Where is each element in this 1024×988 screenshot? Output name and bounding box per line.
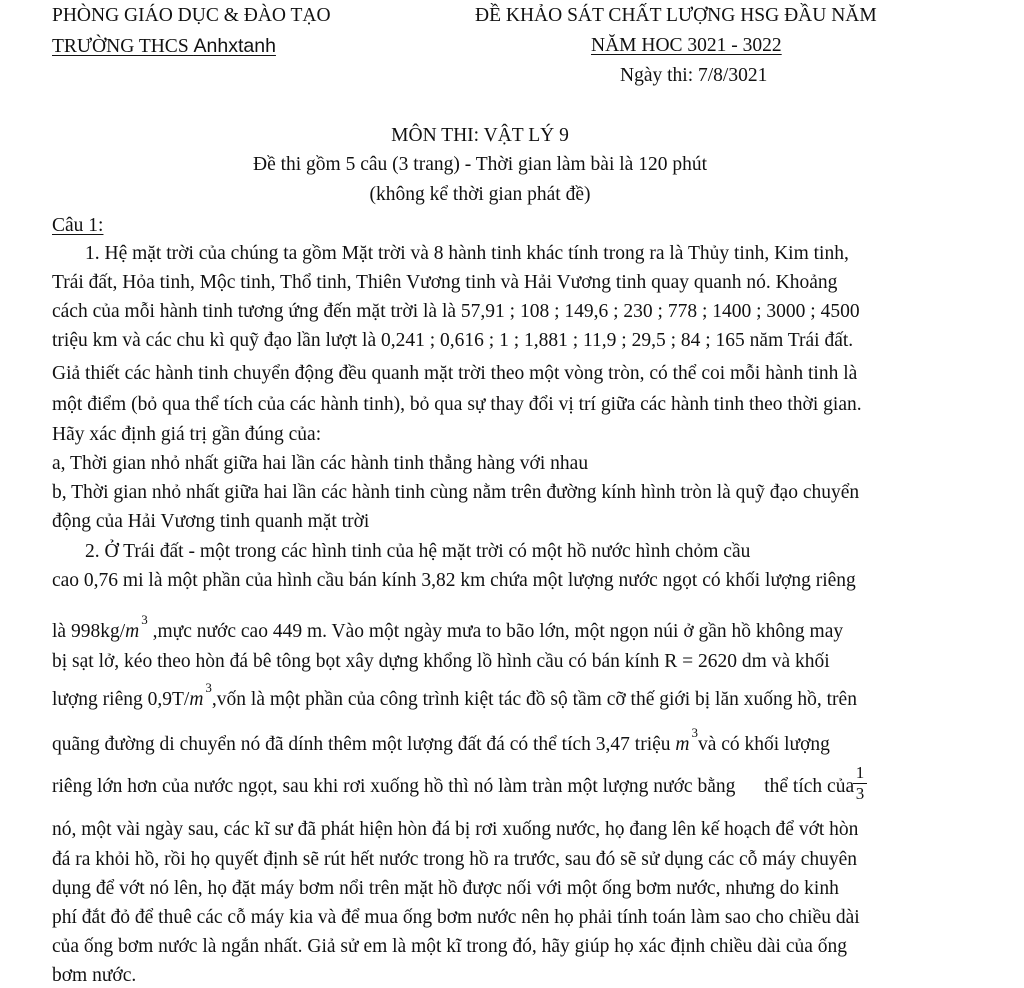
text-span: riêng lớn hơn của nước ngọt, sau khi rơi xuống hồ thì nó làm tràn một lượng nước bằng: [52, 776, 741, 797]
paragraph-line: bơm nước.: [52, 965, 137, 986]
sub-question-b: b, Thời gian nhỏ nhất giữa hai lần các hành tinh cùng nằm trên đường kính hình tròn là quỹ đạo chuyển: [52, 482, 860, 503]
paragraph-line: của ống bơm nước là ngắn nhất. Giả sử em là một kĩ trong đó, hãy giúp họ xác định chiều dài của ống: [52, 936, 848, 957]
fraction-one-third: [848, 764, 872, 803]
department-name: PHÒNG GIÁO DỤC & ĐÀO TẠO: [52, 5, 331, 26]
school-name-prefix: TRƯỜNG THCS: [52, 36, 194, 57]
text-span: ,vốn là một phần của công trình kiệt tác đồ sộ tầm cỡ thế giới bị lăn xuống hồ, trên: [211, 689, 857, 710]
paragraph-line: phí đắt đỏ để thuê các cỗ máy kia và để mua ống bơm nước nên họ phải tính toán làm sao cho chiều dài: [52, 907, 860, 928]
paragraph-line: đá ra khỏi hồ, rồi họ quyết định sẽ rút hết nước trong hồ ra trước, sau đó sẽ sử dụng các cỗ máy chuyên: [52, 849, 858, 870]
paragraph-line: triệu km và các chu kì quỹ đạo lần lượt là 0,241 ; 0,616 ; 1 ; 1,881 ; 11,9 ; 29,5 ; 84 ; 165 năm Trái đất.: [52, 330, 854, 351]
paragraph-line: cách của mỗi hành tinh tương ứng đến mặt trời là là 57,91 ; 108 ; 149,6 ; 230 ; 778 ; 1400 ; 3000 ; 4500: [52, 301, 860, 322]
paragraph-line: dụng để vớt nó lên, họ đặt máy bơm nổi trên mặt hồ được nối với một ống bơm nước, nhưng do kinh: [52, 878, 839, 899]
text-span: quãng đường di chuyển nó đã dính thêm một lượng đất đá có thể tích 3,47 triệu: [52, 734, 676, 755]
exam-note: (không kể thời gian phát đề): [369, 184, 591, 205]
school-name: [52, 34, 276, 59]
unit-m: m: [125, 621, 140, 642]
fraction-denominator: 3: [855, 784, 865, 803]
paragraph-line: Giả thiết các hành tinh chuyển động đều quanh mặt trời theo một vòng tròn, có thể coi mỗi hành tinh là: [52, 363, 858, 384]
paragraph-line: [52, 612, 844, 645]
paragraph-line: nó, một vài ngày sau, các kĩ sư đã phát hiện hòn đá bị rơi xuống nước, họ đang lên kế hoạch để vớt hòn: [52, 819, 859, 840]
text-span: ,mực nước cao 449 m. Vào một ngày mưa to bão lớn, một ngọn núi ở gần hồ không may: [147, 621, 844, 642]
subject-title: MÔN THI: VẬT LÝ 9: [391, 125, 569, 146]
exponent: 3: [691, 725, 698, 740]
school-year: NĂM HOC 3021 - 3022: [591, 35, 782, 56]
paragraph-line: [52, 775, 854, 799]
paragraph-line: 1. Hệ mặt trời của chúng ta gồm Mặt trời và 8 hành tinh khác tính trong ra là Thủy tinh, Kim tinh,: [85, 243, 849, 264]
paragraph-line: Hãy xác định giá trị gần đúng của:: [52, 424, 322, 445]
text-span: là 998kg/: [52, 621, 126, 642]
text-span: lượng riêng 0,9T/: [52, 689, 190, 710]
unit-m: m: [675, 734, 690, 755]
fraction-numerator: 1: [855, 763, 865, 782]
exponent: 3: [205, 680, 212, 695]
text-span: thể tích của: [764, 776, 855, 797]
paragraph-line: [52, 680, 857, 713]
exam-date: Ngày thi: 7/8/3021: [620, 65, 768, 86]
paragraph-line: động của Hải Vương tinh quanh mặt trời: [52, 511, 370, 532]
exam-info: Đề thi gồm 5 câu (3 trang) - Thời gian làm bài là 120 phút: [252, 154, 707, 175]
text-span: và có khối lượng: [697, 734, 830, 755]
sub-question-a: a, Thời gian nhỏ nhất giữa hai lần các hành tinh thẳng hàng với nhau: [52, 453, 589, 474]
paragraph-line: Trái đất, Hỏa tinh, Mộc tinh, Thổ tinh, Thiên Vương tinh và Hải Vương tinh quay quanh nó. Khoảng: [52, 272, 838, 293]
paragraph-line: 2. Ở Trái đất - một trong các hình tinh của hệ mặt trời có một hồ nước hình chỏm cầu: [85, 541, 751, 562]
paragraph-line: một điểm (bỏ qua thể tích của các hành tinh), bỏ qua sự thay đổi vị trí giữa các hành tinh theo thời gian.: [52, 394, 862, 415]
exam-title: ĐỀ KHẢO SÁT CHẤT LƯỢNG HSG ĐẦU NĂM: [475, 5, 877, 26]
school-name-suffix: Anhxtanh: [193, 35, 276, 57]
question-heading: Câu 1:: [52, 215, 104, 236]
unit-m: m: [189, 689, 204, 710]
exponent: 3: [141, 612, 148, 627]
paragraph-line: [52, 725, 830, 758]
paragraph-line: cao 0,76 mi là một phần của hình cầu bán kính 3,82 km chứa một lượng nước ngọt có khối lượng riêng: [52, 570, 856, 591]
paragraph-line: bị sạt lở, kéo theo hòn đá bê tông bọt xây dựng khổng lồ hình cầu có bán kính R = 2620 dm và khối: [52, 651, 830, 672]
